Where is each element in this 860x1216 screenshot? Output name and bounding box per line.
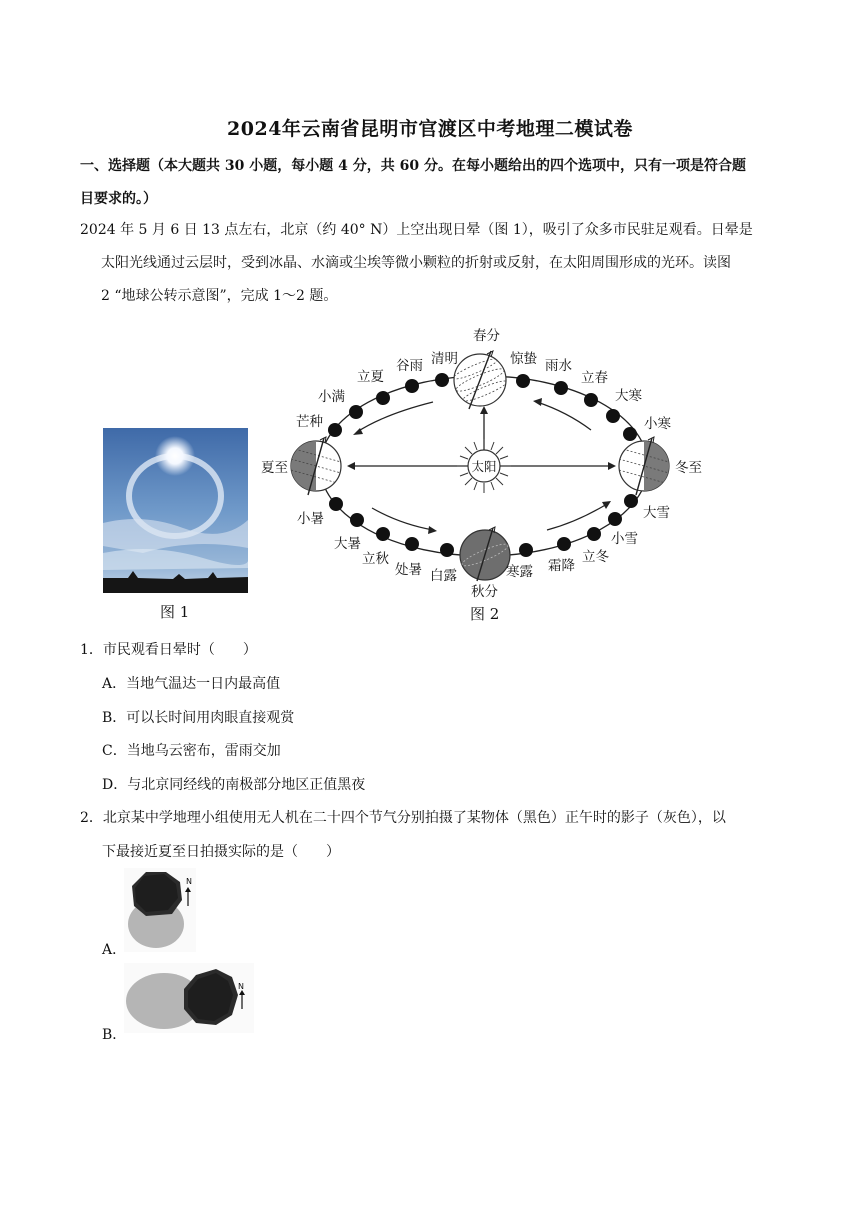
q2-stem-line2: 下最接近夏至日拍摄实际的是（ ） bbox=[102, 844, 340, 860]
figure1-label: 图 1 bbox=[160, 603, 190, 621]
term-yushui: 雨水 bbox=[545, 358, 572, 374]
q1-stem: 1．市民观看日晕时（ ） bbox=[80, 642, 257, 658]
q2-option-b-image[interactable] bbox=[124, 963, 254, 1033]
term-lixia: 立夏 bbox=[357, 369, 384, 385]
earth-revolution-diagram bbox=[255, 318, 720, 618]
earth-dongzhi bbox=[619, 437, 669, 495]
term-xiaoman: 小满 bbox=[318, 389, 345, 405]
term-guyu: 谷雨 bbox=[396, 358, 423, 374]
term-dahan: 大寒 bbox=[615, 388, 642, 404]
term-bailu: 白露 bbox=[430, 568, 457, 584]
earth-xiazhi bbox=[291, 437, 341, 495]
passage-line3: 2 “地球公转示意图”，完成 1～2 题。 bbox=[101, 288, 338, 304]
term-daxue: 大雪 bbox=[643, 505, 670, 521]
passage bbox=[80, 214, 780, 313]
term-chushu: 处暑 bbox=[395, 562, 422, 578]
term-lichun: 立春 bbox=[581, 370, 608, 386]
term-qiufen: 秋分 bbox=[471, 584, 498, 600]
term-chunfen: 春分 bbox=[473, 328, 500, 344]
term-dashu: 大暑 bbox=[334, 536, 361, 552]
term-xiaoshu: 小暑 bbox=[297, 511, 324, 527]
term-lidong: 立冬 bbox=[582, 549, 609, 565]
term-dongzhi: 冬至 bbox=[675, 460, 702, 476]
term-xiazhi: 夏至 bbox=[261, 460, 288, 476]
term-hanlu: 寒露 bbox=[506, 564, 533, 580]
term-shuangjiang: 霜降 bbox=[548, 558, 575, 574]
term-jingzhe: 惊蛰 bbox=[510, 351, 537, 367]
q2-stem-line1: 2．北京某中学地理小组使用无人机在二十四个节气分别拍摄了某物体（黑色）正午时的影子（灰色），以 bbox=[80, 810, 726, 826]
q2-option-a-image[interactable] bbox=[124, 868, 196, 952]
sun-label: 太阳 bbox=[471, 459, 497, 474]
earth-chunfen bbox=[452, 351, 509, 409]
q1-option-d[interactable]: D．与北京同经线的南极部分地区正值黑夜 bbox=[102, 777, 366, 793]
figure2-label: 图 2 bbox=[470, 605, 500, 623]
page-title: 2024年云南省昆明市官渡区中考地理二模试卷 bbox=[227, 118, 633, 140]
term-qingming: 清明 bbox=[431, 351, 458, 367]
section-heading-line1: 一、选择题（本大题共 30 小题，每小题 4 分，共 60 分。在每小题给出的四个选项中，只有一项是符合题 bbox=[80, 158, 746, 174]
term-mangzhong: 芒种 bbox=[296, 414, 323, 430]
q1-option-a[interactable]: A．当地气温达一日内最高值 bbox=[102, 676, 281, 692]
halo-photo bbox=[103, 428, 248, 593]
north-label-a: N bbox=[186, 877, 192, 886]
section-heading bbox=[80, 150, 780, 216]
passage-line1: 2024 年 5 月 6 日 13 点左右，北京（约 40° N）上空出现日晕（图 1），吸引了众多市民驻足观看。日晕是 bbox=[80, 222, 753, 238]
term-xiaoxue: 小雪 bbox=[611, 531, 638, 547]
term-xiaohan: 小寒 bbox=[644, 416, 671, 432]
q1-option-c[interactable]: C．当地乌云密布，雷雨交加 bbox=[102, 743, 281, 759]
q2-option-b-label[interactable]: B． bbox=[102, 1027, 127, 1043]
term-liqiu: 立秋 bbox=[362, 551, 389, 567]
q1-option-b[interactable]: B．可以长时间用肉眼直接观赏 bbox=[102, 710, 295, 726]
q2-option-a-label[interactable]: A． bbox=[102, 942, 127, 958]
passage-line2: 太阳光线通过云层时，受到冰晶、水滴或尘埃等微小颗粒的折射或反射，在太阳周围形成的光环。读图 bbox=[101, 255, 731, 271]
section-heading-line2: 目要求的。） bbox=[80, 191, 157, 207]
earth-qiufen bbox=[460, 527, 510, 581]
north-label-b: N bbox=[238, 982, 244, 991]
